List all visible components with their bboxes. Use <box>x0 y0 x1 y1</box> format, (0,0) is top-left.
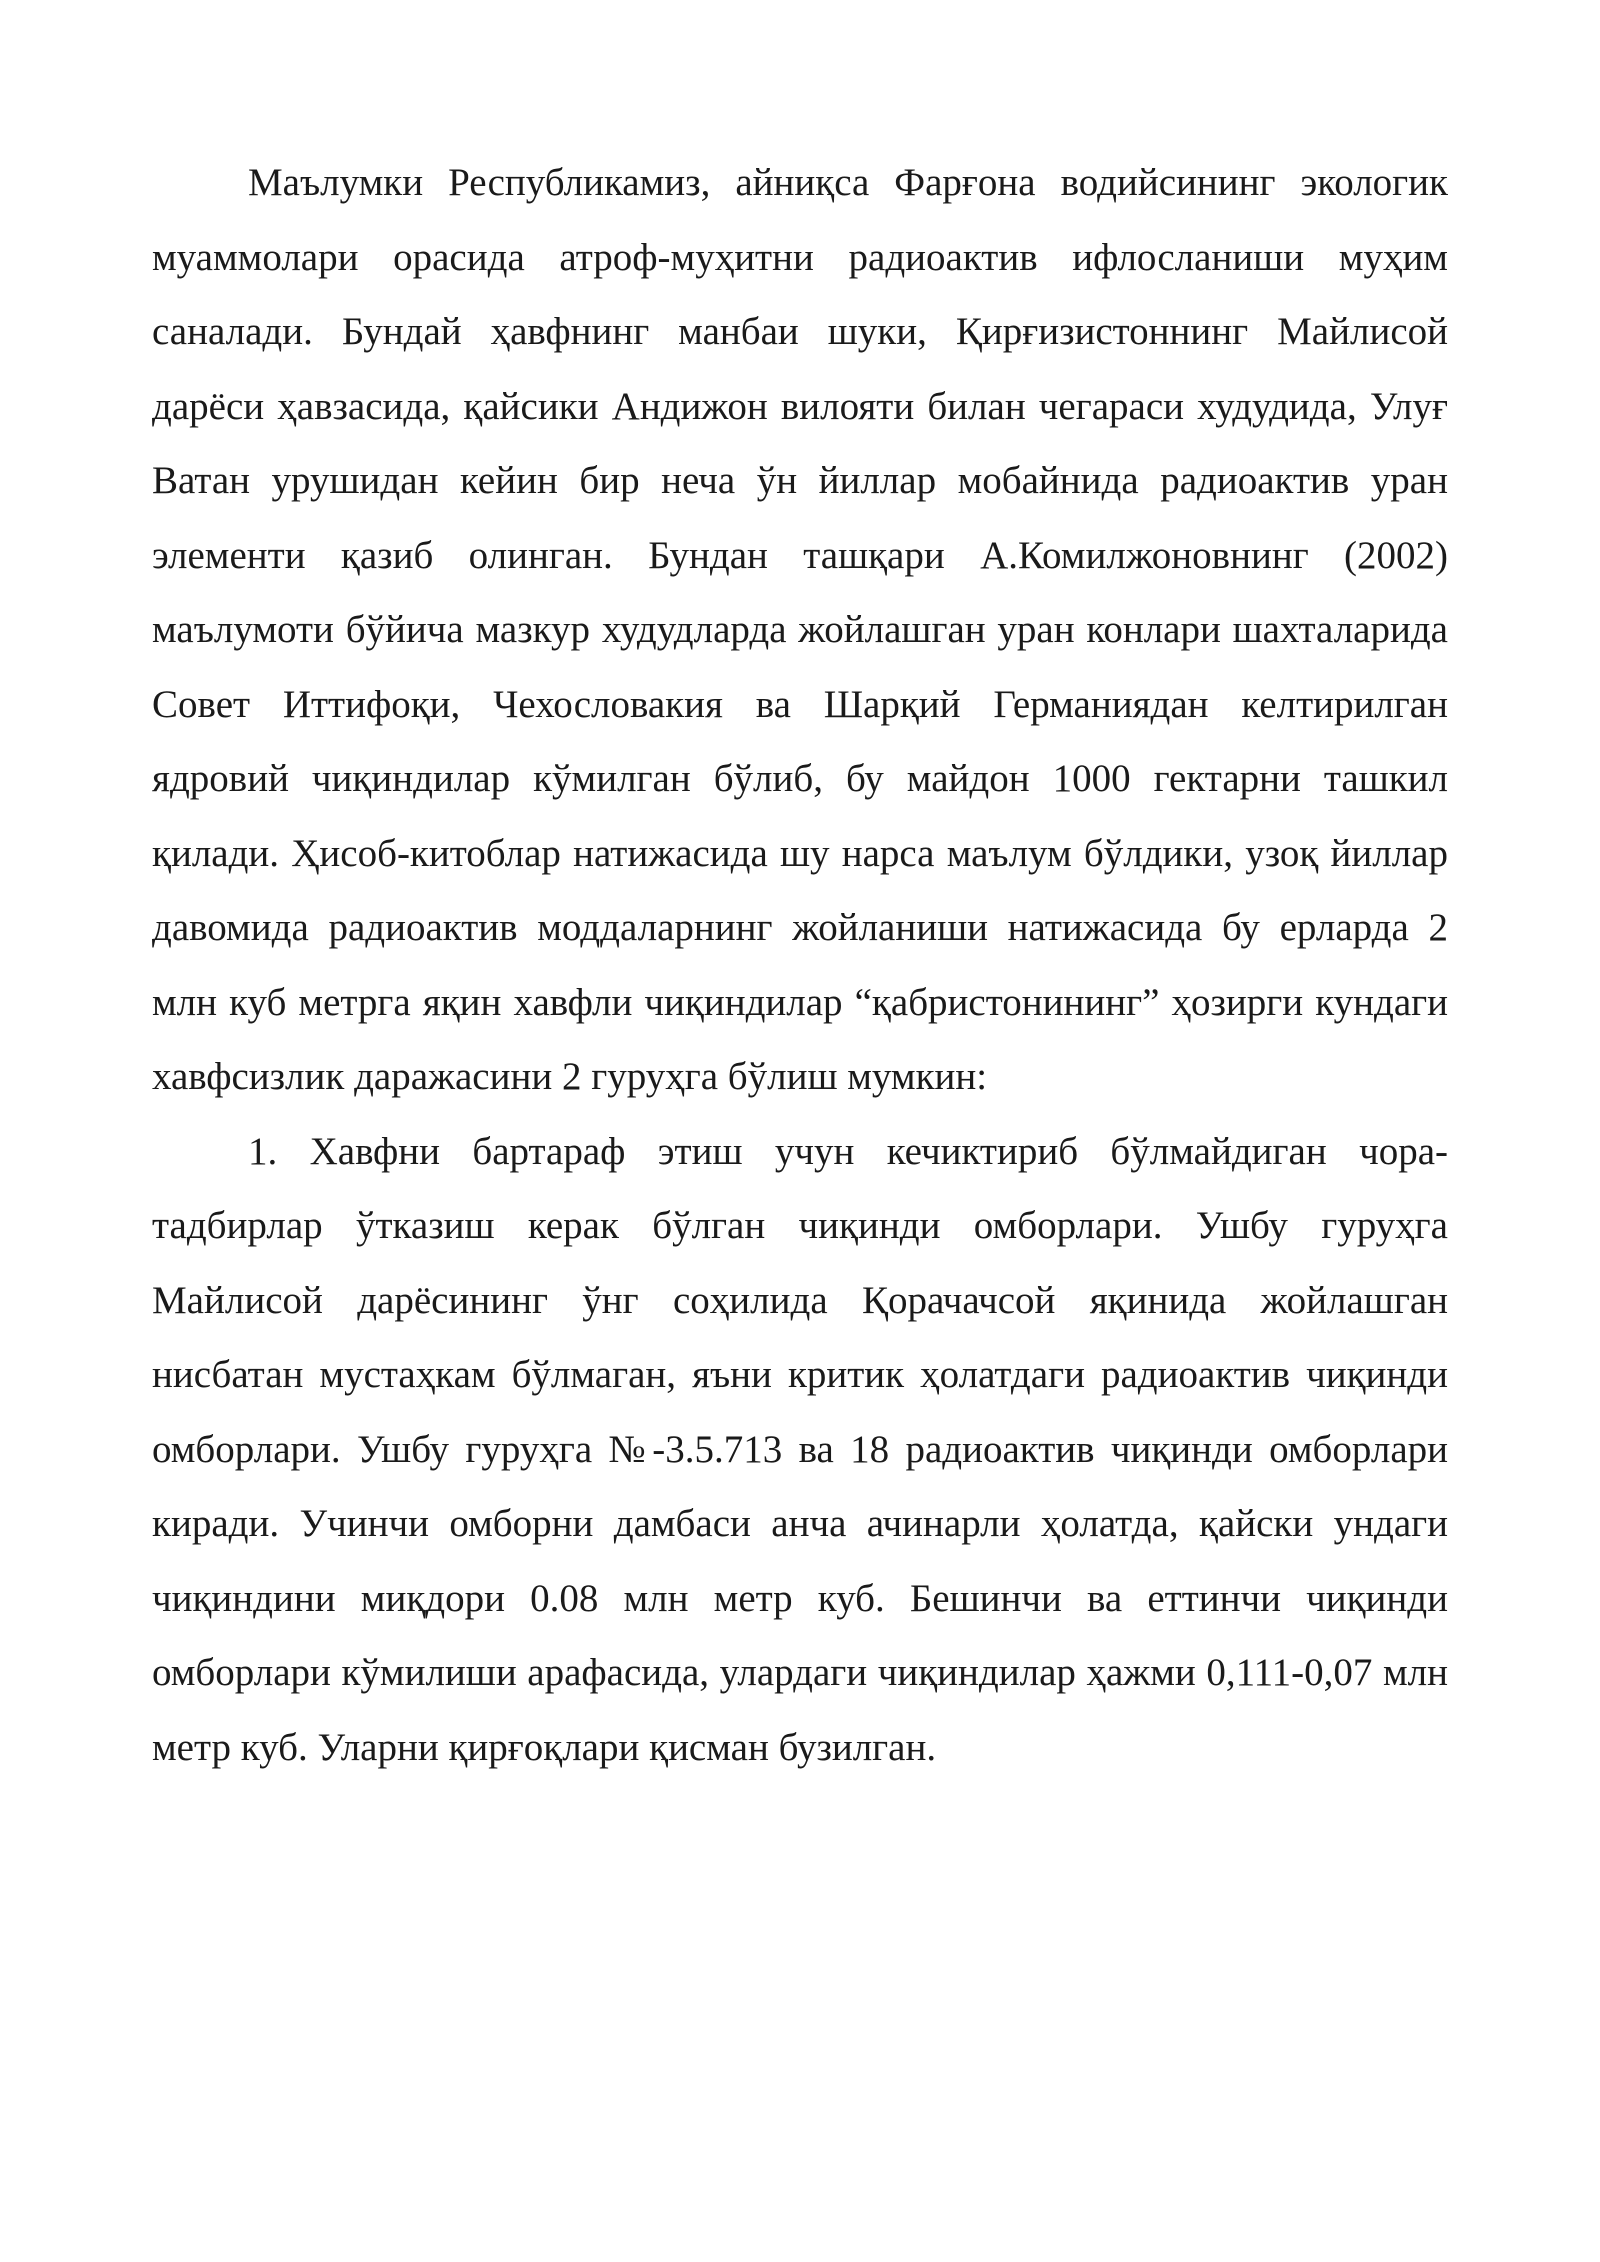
paragraph-item-1: 1. Хавфни бартараф этиш учун кечиктириб бўлмайдиган чора-тадбирлар ўтказиш керак бўлган чиқинди омборлари. Ушбу гуруҳга Майлисой дарёсининг ўнг соҳилида Қорачачсой яқинида жойлашган нисбатан мустаҳкам бўлмаган, яъни критик ҳолатдаги радиоактив чиқинди омборлари. Ушбу гуруҳга №-3.5.713 ва 18 радиоактив чиқинди омборлари киради. Учинчи омборни дамбаси анча ачинарли ҳолатда, қайски ундаги чиқиндини миқдори 0.08 млн метр куб. Бешинчи ва еттинчи чиқинди омборлари кўмилиши арафасида, улардаги чиқиндилар ҳажми 0,111-0,07 млн метр куб. Уларни қирғоқлари қисман бузилган. <box>152 1129 1448 1769</box>
document-body <box>152 146 1448 1785</box>
paragraph-intro: Маълумки Республикамиз, айниқса Фарғона водийсининг экологик муаммолари орасида атроф-муҳитни радиоактив ифлосланиши муҳим саналади. Бундай ҳавфнинг манбаи шуки, Қирғизистоннинг Майлисой дарёси ҳавзасида, қайсики Андижон вилояти билан чегараси худудида, Улуғ Ватан урушидан кейин бир неча ўн йиллар мобайнида радиоактив уран элементи қазиб олинган. Бундан ташқари А.Комилжоновнинг (2002) маълумоти бўйича мазкур худудларда жойлашган уран конлари шахталарида Совет Иттифоқи, Чехословакия ва Шарқий Германиядан келтирилган ядровий чиқиндилар кўмилган бўлиб, бу майдон 1000 гектарни ташкил қилади. Ҳисоб-китоблар натижасида шу нарса маълум бўлдики, узоқ йиллар давомида радиоактив моддаларнинг жойланиши натижасида бу ерларда 2 млн куб метрга яқин хавфли чиқиндилар “қабристонининг” ҳозирги кундаги хавфсизлик даражасини 2 гуруҳга бўлиш мумкин: <box>152 161 1448 1098</box>
